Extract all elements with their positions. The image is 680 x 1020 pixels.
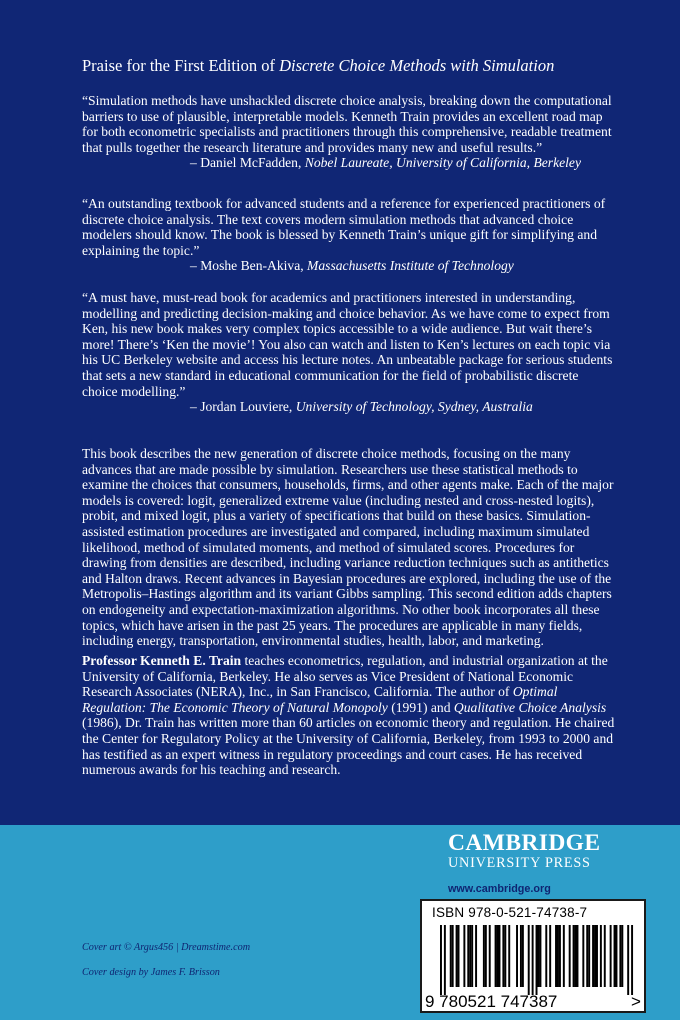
barcode-bar <box>539 925 541 987</box>
barcode-bar <box>588 925 590 987</box>
barcode-bar <box>596 925 598 987</box>
barcode-bar <box>471 925 473 987</box>
cover-art-credit <box>82 942 250 953</box>
barcode-bar <box>538 925 540 987</box>
barcode-bar <box>475 925 477 987</box>
barcode-bar <box>467 925 469 987</box>
barcode-bar <box>485 925 487 987</box>
quote-attribution <box>82 258 617 274</box>
barcode-bar <box>450 925 452 987</box>
barcode-bar <box>528 925 530 995</box>
bio-text: teaches econometrics, regulation, and industrial organization at the University of California, Berkeley. He also serves as Vice President of National Economic Research Associates (NERA), Inc., in San Francisco, California. The author of <box>82 653 608 700</box>
praise-heading-prefix: Praise for the First Edition of <box>82 56 280 75</box>
quote-author: – Moshe Ben-Akiva, <box>190 258 308 274</box>
barcode-bar <box>483 925 485 987</box>
publisher-url: www.cambridge.org <box>448 883 551 895</box>
quote-text: “An outstanding textbook for advanced students and a reference for experienced practitioners of discrete choice analysis. The text covers modern simulation methods that advanced choice modelers should know. The book is blessed by Kenneth Train’s unique gift for simplifying and explaining the topic.” <box>82 196 606 258</box>
bio-text: (1991) and <box>387 699 454 715</box>
barcode-bar <box>532 925 534 995</box>
quote-author: – Jordan Louviere, <box>190 399 296 415</box>
publisher-name: CAMBRIDGE <box>448 830 601 856</box>
quote-affiliation: University of Technology, Sydney, Australia <box>295 399 533 415</box>
barcode-bar <box>489 925 491 987</box>
quote-text: “Simulation methods have unshackled discrete choice analysis, breaking down the computational barriers to use of plausible, interpretable models. Kenneth Train provides an excellent road map for both econometric specialists and practitioners through this comprehensive, readable treatment that pulls together the research literature and provides many new and useful results.” <box>82 93 612 155</box>
barcode-bar <box>563 925 565 987</box>
barcode-bar <box>610 925 612 987</box>
book-description: This book describes the new generation of discrete choice methods, focusing on the many advances that are made possible by simulation. Researchers use these statistical methods to examine the choices that consumers, households, firms, and other agents make. Each of the major models is covered: logit, generalized extreme value (including nested and cross-nested logits), probit, and mixed logit, plus a variety of specifications that build on these basics. Simulation-assisted estimation procedures are investigated and compared, including maximum simulated likelihood, method of simulated moments, and method of simulated scores. Procedures for drawing from densities are described, including variance reduction techniques such as antithetics and Halton draws. Recent advances in Bayesian procedures are explored, including the use of the Metropolis–Hastings algorithm and its variant Gibbs sampling. This second edition adds chapters on endogeneity and expectation-maximization algorithms. No other book incorporates all these topics, which have arisen in the past 25 years. The procedures are applicable in many fields, including energy, transportation, environmental studies, health, labor, and marketing. <box>82 446 614 649</box>
barcode-digits: 9 780521 747387 <box>425 992 558 1011</box>
barcode-bar <box>456 925 458 987</box>
publisher-panel <box>0 825 680 1020</box>
barcode-bar <box>559 925 561 987</box>
bio-book-title: Optimal Regulation: The Economic Theory of Natural Monopoly <box>82 684 558 715</box>
author-biography <box>82 653 617 778</box>
barcode-bar <box>444 925 446 995</box>
barcode-bar <box>469 925 471 987</box>
quote-attribution <box>82 155 617 171</box>
barcode-bar <box>549 925 551 987</box>
quote-attribution <box>82 399 617 415</box>
barcode-bar <box>604 925 606 987</box>
barcode-arrow: > <box>631 992 641 1011</box>
barcode-bar <box>619 925 621 987</box>
barcode-bar <box>458 925 460 987</box>
barcode-bar <box>569 925 571 987</box>
barcode-bar <box>586 925 588 987</box>
barcode-bar <box>502 925 504 987</box>
quote-affiliation: Massachusetts Institute of Technology <box>307 258 514 274</box>
barcode-bar <box>520 925 522 987</box>
quote-affiliation: Nobel Laureate, University of California, Berkeley <box>304 155 581 171</box>
praise-heading-book-title: Discrete Choice Methods with Simulation <box>279 56 555 75</box>
bio-text: (1986), Dr. Train has written more than 60 articles on economic theory and regulation. He chaired the Center for Regulatory Policy at the University of California, Berkeley, from 1993 to 2000 and has testified as an expert witness in regulatory proceedings and court cases. He has received numerous awards for his teaching and research. <box>82 715 615 778</box>
barcode-bar <box>452 925 454 987</box>
praise-quote-ben-akiva <box>82 196 617 274</box>
isbn-barcode <box>420 899 646 1013</box>
barcode-bar <box>614 925 616 987</box>
barcode-bar <box>582 925 584 987</box>
barcode-bar <box>536 925 538 995</box>
barcode-bar <box>575 925 577 987</box>
cover-design-credit: Cover design by James F. Brisson <box>82 967 220 978</box>
isbn-label: ISBN 978-0-521-74738-7 <box>432 905 588 920</box>
author-name: Professor Kenneth E. Train <box>82 653 242 668</box>
cover-art-prefix: Cover art © <box>82 942 134 953</box>
barcode-bar <box>497 925 499 987</box>
barcode-bar <box>499 925 501 987</box>
praise-quote-mcfadden <box>82 93 617 171</box>
praise-quote-louviere <box>82 290 617 415</box>
cambridge-logo <box>448 831 608 883</box>
bio-book-title: Qualitative Choice Analysis <box>453 699 607 715</box>
barcode-bar <box>545 925 547 987</box>
barcode-bar <box>616 925 618 987</box>
cover-art-source: Argus456 | Dreamstime.com <box>133 942 251 953</box>
barcode-bar <box>627 925 629 995</box>
barcode-bar <box>573 925 575 987</box>
quote-author: – Daniel McFadden, <box>190 155 305 171</box>
barcode-bar <box>594 925 596 987</box>
barcode-bar <box>592 925 594 987</box>
barcode-bar <box>516 925 518 987</box>
praise-heading <box>82 56 642 76</box>
barcode-bar <box>631 925 633 995</box>
barcode-bar <box>577 925 579 987</box>
barcode-bar <box>555 925 557 987</box>
barcode-bar <box>557 925 559 987</box>
publisher-subtitle: UNIVERSITY PRESS <box>448 855 591 871</box>
barcode-bar <box>440 925 442 995</box>
quote-text: “A must have, must-read book for academics and practitioners interested in understanding, modelling and predicting decision-making and choice behavior. As we have come to expect from Ken, his new book makes very complex topics accessible to a wide audience. But wait there’s more! There’s ‘Ken the movie’! You also can watch and listen to Ken’s lectures on each topic via his UC Berkeley website and access his lecture notes. An unbeatable package for serious students that sets a new standard in educational communication for the field of probabilistic discrete choice modelling.” <box>82 290 613 399</box>
barcode-bar <box>522 925 524 987</box>
barcode-bar <box>621 925 623 987</box>
barcode-bar <box>508 925 510 987</box>
barcode-bar <box>495 925 497 987</box>
barcode-bar <box>504 925 506 987</box>
barcode-bar <box>463 925 465 987</box>
barcode-bar <box>600 925 602 987</box>
